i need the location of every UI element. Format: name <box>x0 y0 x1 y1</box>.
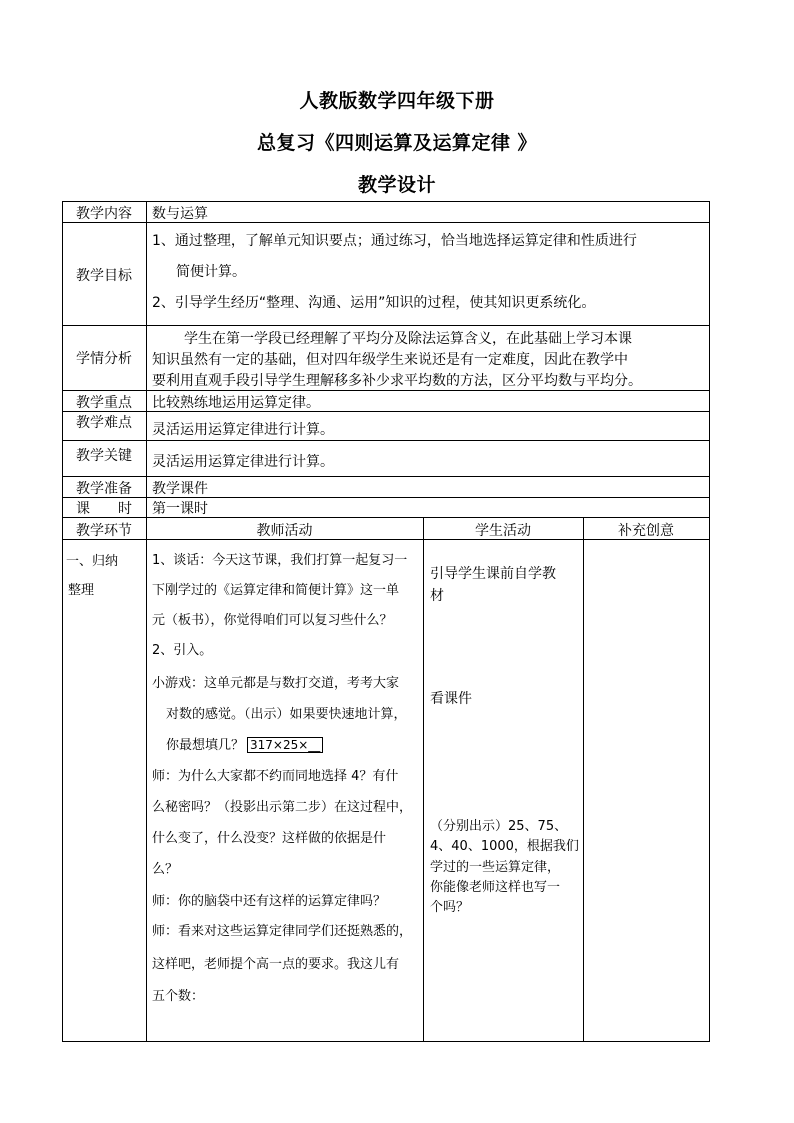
analysis-line: 要利用直观手段引导学生理解移多补少求平均数的方法，区分平均数与平均分。 <box>152 373 642 389</box>
teacher-line: 师：为什么大家都不约而同地选择 4？有什 <box>152 769 399 784</box>
stage-name: 整理 <box>68 583 95 598</box>
student-line: 个吗？ <box>430 900 470 915</box>
prep-label: 教学准备 <box>76 481 132 497</box>
teacher-line: 么秘密吗？（投影出示第二步）在这过程中， <box>152 800 413 815</box>
period-value: 第一课时 <box>152 501 208 517</box>
row-divider <box>62 476 710 477</box>
teacher-line: 元（板书），你觉得咱们可以复习些什么？ <box>152 613 393 628</box>
content-label: 教学内容 <box>76 206 132 222</box>
header-teacher: 教师活动 <box>256 523 313 539</box>
analysis-label: 学情分析 <box>76 351 132 367</box>
table-border-left <box>62 201 63 1041</box>
teacher-line: 这样吧，老师提个高一点的要求。我这儿有 <box>152 957 400 972</box>
document-heading: 教学设计 <box>357 174 436 196</box>
teacher-line: 什么变了，什么没变？这样做的依据是什 <box>152 831 387 846</box>
crux-value: 灵活运用运算定律进行计算。 <box>152 454 334 470</box>
teacher-line: 下刚学过的《运算定律和简便计算》这一单 <box>152 583 400 598</box>
analysis-line: 知识虽然有一定的基础，但对四年级学生来说还是有一定难度，因此在教学中 <box>152 352 628 368</box>
key-label: 教学重点 <box>76 395 132 411</box>
student-line: 看课件 <box>430 691 472 707</box>
student-line: 引导学生课前自学教 <box>430 566 556 582</box>
column-divider <box>583 517 584 1041</box>
student-line: 你能像老师这样也写一 <box>430 880 561 895</box>
difficulty-value: 灵活运用运算定律进行计算。 <box>152 422 334 438</box>
teacher-line: 1、谈话：今天这节课，我们打算一起复习一 <box>152 553 408 568</box>
row-divider <box>62 325 710 326</box>
period-label: 课 时 <box>76 501 132 517</box>
student-line: 学过的一些运算定律， <box>430 860 561 875</box>
goal-line: 1、通过整理，了解单元知识要点；通过练习，恰当地选择运算定律和性质进行 <box>152 233 637 249</box>
teacher-line: 五个数： <box>152 989 205 1004</box>
expression-box: 317×25×__ <box>247 737 323 753</box>
row-divider <box>62 390 710 391</box>
document-title: 人教版数学四年级下册 <box>299 90 495 112</box>
document-subtitle: 总复习《四则运算及运算定律 》 <box>256 132 538 154</box>
goal-line: 简便计算。 <box>176 264 246 280</box>
teacher-line: 师：看来对这些运算定律同学们还挺熟悉的， <box>152 924 413 939</box>
header-student: 学生活动 <box>475 523 531 539</box>
teacher-line: 小游戏：这单元都是与数打交道，考考大家 <box>152 676 400 691</box>
goal-line: 2、引导学生经历“整理、沟通、运用”知识的过程，使其知识更系统化。 <box>152 295 596 311</box>
difficulty-label: 教学难点 <box>76 415 132 431</box>
row-divider <box>62 440 710 441</box>
header-extra: 补充创意 <box>618 523 674 539</box>
teacher-line: 么？ <box>152 862 179 877</box>
column-divider <box>423 517 424 1041</box>
table-border-top <box>62 201 710 202</box>
teacher-line-with-expression <box>166 734 323 753</box>
prep-value: 教学课件 <box>152 481 208 497</box>
teacher-line: 对数的感觉。（出示）如果要快速地计算， <box>166 707 407 722</box>
table-border-right <box>709 201 710 1041</box>
key-value: 比较熟练地运用运算定律。 <box>152 395 320 411</box>
student-line: （分别出示）25、75、 <box>430 819 568 834</box>
table-border-bottom <box>62 1041 710 1042</box>
header-stage: 教学环节 <box>76 523 132 539</box>
analysis-line: 学生在第一学段已经理解了平均分及除法运算含义，在此基础上学习本课 <box>184 331 632 347</box>
teacher-line: 你最想填几？ <box>166 738 245 753</box>
teacher-line: 2、引入。 <box>152 643 213 658</box>
crux-label: 教学关键 <box>76 448 132 464</box>
column-divider <box>146 201 147 1041</box>
student-line: 材 <box>430 588 444 604</box>
teacher-line: 师：你的脑袋中还有这样的运算定律吗？ <box>152 894 387 909</box>
content-value: 数与运算 <box>152 206 208 222</box>
stage-name: 一、归纳 <box>66 554 119 569</box>
goal-label: 教学目标 <box>76 268 132 284</box>
student-line: 4、40、1000，根据我们 <box>430 839 579 854</box>
